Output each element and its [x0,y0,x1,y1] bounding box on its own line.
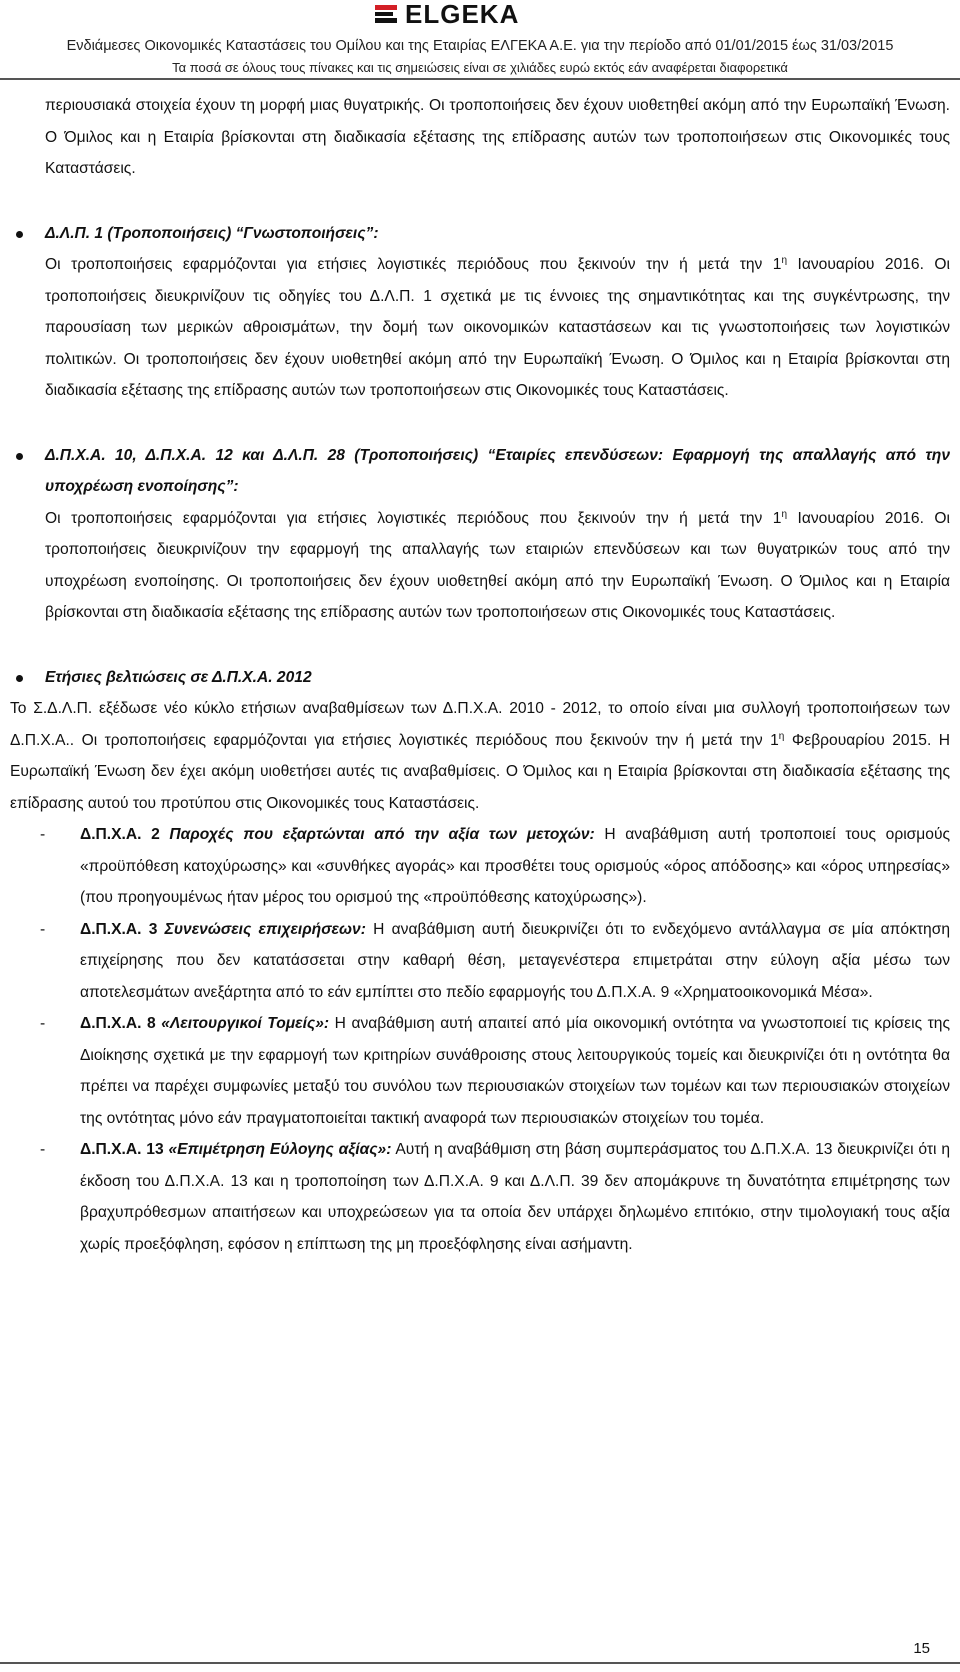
page-number: 15 [913,1640,930,1657]
bullet-icon [16,675,23,682]
document-body [10,90,950,1260]
section-text: Οι τροποποιήσεις εφαρμόζονται για ετήσιες λογιστικές περιόδους που ξεκινούν την ή μετά την $1^\eta$ Ιανουαρίου 2016. Οι τροποποιήσεις διευκρινίζουν τις οδηγίες του Δ.Λ.Π. 1 σχετικά με τις έννοιες της σημαντικότητας και της συγκέντρωσης, την παρουσίαση των μερικών αθροισμάτων, την δομή των οικονομικών καταστάσεων και τις γνωστοποιήσεις των λογιστικών πολιτικών. Οι τροποποιήσεις δεν έχουν υιοθετηθεί ακόμη από την Ευρωπαϊκή Ένωση. Ο Όμιλος και η Εταιρία βρίσκονται στη διαδικασία εξέτασης της επίδρασης αυτών των τροποποιήσεων στις Οικονομικές τους Καταστάσεις. [45,254,950,399]
improvements-text: Το Σ.Δ.Λ.Π. εξέδωσε νέο κύκλο ετήσιων αναβαθμίσεων των Δ.Π.Χ.Α. 2010 - 2012, το οποίο είναι μια συλλογή τροποποιήσεων των Δ.Π.Χ.Α.. Οι τροποποιήσεις εφαρμόζονται για ετήσιες λογιστικές περιόδους που ξεκινούν την ή μετά την $1^\eta$ Φεβρουαρίου 2015. Η Ευρωπαϊκή Ένωση δεν έχει ακόμη υιοθετήσει αυτές τις αναβαθμίσεις. Ο Όμιλος και η Εταιρία βρίσκονται στη διαδικασία εξέτασης της επίδρασης αυτού του προτύπου στις Οικονομικές τους Καταστάσεις. [10,700,950,812]
logo-text: ELGEKA [405,0,520,29]
bullet-icon [16,453,23,460]
improvement-item: - Δ.Π.Χ.Α. 13 «Επιμέτρηση Εύλογης αξίας»: Αυτή η αναβάθμιση στη βάση συμπεράσματος του Δ.Π.Χ.Α. 13 διευκρινίζει ότι η έκδοση του Δ.Π.Χ.Α. 13 και η τροποποίηση των Δ.Π.Χ.Α. 9 και Δ.Λ.Π. 39 δεν απομάκρυνε τη δυνατότητα επιμέτρησης των βραχυπρόθεσμων απαιτήσεων και υποχρεώσεων για τα οποία δεν υπάρχει δηλωμένο επιτόκιο, στην τιμολογιακή τους αξία χωρίς προεξόφληση, εφόσον η επίπτωση της μη προεξόφλησης είναι ασήμαντη. [40,1141,950,1253]
section-ifrs10 [10,440,950,629]
header-subtitle: Τα ποσά σε όλους τους πίνακες και τις σημειώσεις είναι σε χιλιάδες ευρώ εκτός εάν αναφέρεται διαφορετικά [172,60,788,75]
elgeka-logo-icon [375,3,401,25]
section-text: Οι τροποποιήσεις εφαρμόζονται για ετήσιες λογιστικές περιόδους που ξεκινούν την ή μετά την $1^\eta$ Ιανουαρίου 2016. Οι τροποποιήσεις διευκρινίζουν την εφαρμογή της απαλλαγής των εταιριών επενδύσεων και των θυγατρικών τους από την υποχρέωση ενοποίησης. Οι τροποποιήσεις δεν έχουν υιοθετηθεί ακόμη από την Ευρωπαϊκή Ένωση. Ο Όμιλος και η Εταιρία βρίσκονται στη διαδικασία εξέτασης της επίδρασης αυτών των τροποποιήσεων στις Οικονομικές τους Καταστάσεις. [45,508,950,621]
header-title: Ενδιάμεσες Οικονομικές Καταστάσεις του Ομίλου και της Εταιρίας ΕΛΓΕΚΑ Α.Ε. για την περίοδο από 01/01/2015 έως 31/03/2015 [66,38,894,54]
section-title: Δ.Π.Χ.Α. 10, Δ.Π.Χ.Α. 12 και Δ.Λ.Π. 28 (Τροποποιήσεις) “Εταιρίες επενδύσεων: Εφαρμογή της απαλλαγής από την υποχρέωση ενοποίησης”: [45,446,950,495]
section-ias1 [10,218,950,407]
improvement-item: - Δ.Π.Χ.Α. 2 Παροχές που εξαρτώνται από την αξία των μετοχών: Η αναβάθμιση αυτή τροποποιεί τους ορισμούς «προϋπόθεση κατοχύρωσης» και «συνθήκες αγοράς» και προσθέτει τους ορισμούς «όρος απόδοσης» και «όρος υπηρεσίας» (που προηγουμένως ήταν μέρος του ορισμού της «προϋπόθεσης κατοχύρωσης»). [40,826,950,906]
section-title: Ετήσιες βελτιώσεις σε Δ.Π.Χ.Α. 2012 [45,668,312,686]
header-divider [0,78,960,80]
bullet-icon [16,231,23,238]
section-improvements [10,662,950,694]
company-logo [375,0,519,28]
intro-paragraph: περιουσιακά στοιχεία έχουν τη μορφή μιας θυγατρικής. Οι τροποποιήσεις δεν έχουν υιοθετηθεί ακόμη από την Ευρωπαϊκή Ένωση. Ο Όμιλος και η Εταιρία βρίσκονται στη διαδικασία εξέτασης της επίδρασης αυτών των τροποποιήσεων στις Οικονομικές τους Καταστάσεις. [45,97,950,177]
footer-divider [0,1662,960,1664]
section-title: Δ.Λ.Π. 1 (Τροποποιήσεις) “Γνωστοποιήσεις”: [45,224,379,242]
improvement-item: - Δ.Π.Χ.Α. 8 «Λειτουργικοί Τομείς»: Η αναβάθμιση αυτή απαιτεί από μία οικονομική οντότητα να γνωστοποιεί τις κρίσεις της Διοίκησης σχετικά με την εφαρμογή των κριτηρίων συνάθροισης στους λειτουργικούς τομείς και διευκρινίζει ότι η οντότητα θα πρέπει να παρέχει συμφωνίες μεταξύ του συνόλου των περιουσιακών στοιχείων των τομέων και των περιουσιακών στοιχείων της οντότητας μόνο εάν πραγματοποιείται τακτική αναφορά των περιουσιακών στοιχείων του τομέα. [40,1015,950,1127]
improvement-item: - Δ.Π.Χ.Α. 3 Συνενώσεις επιχειρήσεων: Η αναβάθμιση αυτή διευκρινίζει ότι το ενδεχόμενο αντάλλαγμα σε μία απόκτηση επιχείρησης που δεν κατατάσσεται στην καθαρή θέση, μεταγενέστερα επιμετράται στην εύλογη αξία μέσω των αποτελεσμάτων ανεξάρτητα από το εάν εμπίπτει στο πεδίο εφαρμογής του Δ.Π.Χ.Α. 9 «Χρηματοοικονομικά Μέσα». [40,920,950,1001]
